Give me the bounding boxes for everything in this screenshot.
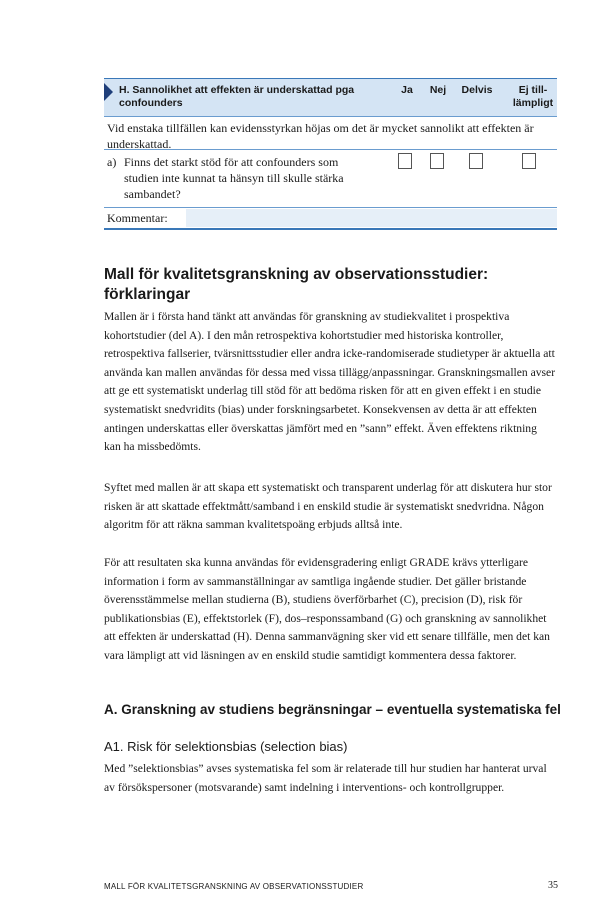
- comment-row: [104, 207, 557, 230]
- paragraph-selection-bias: Med ”selektionsbias” avses systematiska fel som är relaterade till hur studien har hanterat urval av försökspersoner (motsvarande) samt indelning i interventions- och kontrollgrupper.: [104, 762, 547, 794]
- paragraph-intro: Mallen är i första hand tänkt att användas för granskning av studiekvalitet i prospektiva kohortstudier (del A). I den mån retrospektiva kohortstudier med historiska kontroller, retrospektiva fallserier, tvärsnittsstudier eller andra icke-randomiserade studietyper är aktuella att använda kan mallen användas för dessa med vissa tillägg/anpassningar. Granskningsmallen avser att ge ett systematiskt underlag till stöd för att bedöma risken för att en given effekt i en studie systematiskt snedvridits (bias) under forskningsarbetet. Konsekvensen av detta är att effekten antingen underskattas eller överskattas jämfört med en ”sann” effekt. Även effektens riktning kan ha missbedömts.: [104, 310, 556, 454]
- checkbox-nej[interactable]: [430, 153, 444, 169]
- checkbox-ej-tillampligt[interactable]: [522, 153, 536, 169]
- comment-label: Kommentar:: [107, 211, 168, 225]
- section-title: Mall för kvalitetsgranskning av observationsstudier: förklaringar: [104, 266, 489, 303]
- table-title: H. Sannolikhet att effekten är underskattad pga confounders: [119, 84, 355, 109]
- heading-section-a1: A1. Risk för selektionsbias (selection bias): [104, 739, 348, 754]
- column-header-ja: Ja: [401, 84, 413, 96]
- checkbox-ja[interactable]: [398, 153, 412, 169]
- table-header: [104, 78, 557, 116]
- table-row: [104, 149, 557, 207]
- page-number: 35: [548, 880, 558, 891]
- question-text: Finns det starkt stöd för att confounders som studien inte kunnat ta hänsyn till skulle stärka sambandet?: [124, 155, 344, 201]
- running-footer: MALL FÖR KVALITETSGRANSKNING AV OBSERVATIONSSTUDIER: [104, 882, 364, 891]
- heading-section-a: A. Granskning av studiens begränsningar – eventuella systematiska fel: [104, 702, 561, 717]
- column-header-ej-tillampligt: Ej till-lämpligt: [512, 84, 554, 109]
- paragraph-grade: För att resultaten ska kunna användas för evidensgradering enligt GRADE krävs ytterligare information i form av sammanställningar av samtliga ingående studier. Det gäller bristande överensstämmelse mellan studierna (B), studiens överförbarhet (C), precision (D), risk för publikationsbias (E), effektstorlek (F), dos–responssamband (G) och granskning av sannolikhet att effekten är underskattad (H). Denna sammanvägning sker vid ett senare tillfälle, men det kan vara lämpligt att vid läsningen av en enskild studie samtidigt kommentera dessa faktorer.: [104, 556, 550, 662]
- assessment-table: [104, 78, 557, 230]
- table-intro: Vid enstaka tillfällen kan evidensstyrkan höjas om det är mycket sannolikt att effekten är underskattad.: [104, 116, 557, 149]
- checkbox-delvis[interactable]: [469, 153, 483, 169]
- column-header-nej: Nej: [429, 84, 447, 96]
- column-header-delvis: Delvis: [461, 84, 493, 96]
- comment-field[interactable]: [186, 209, 557, 227]
- paragraph-purpose: Syftet med mallen är att skapa ett systematiskt och transparent underlag för att diskutera hur stor risken är att skattade effektmått/samband i en enskild studie är systematiskt snedvridna. Någon algoritm för att räkna samman kvalitetspoäng erbjuds alltså inte.: [104, 481, 552, 532]
- question-number: a): [107, 155, 117, 169]
- arrow-marker-icon: [104, 83, 113, 101]
